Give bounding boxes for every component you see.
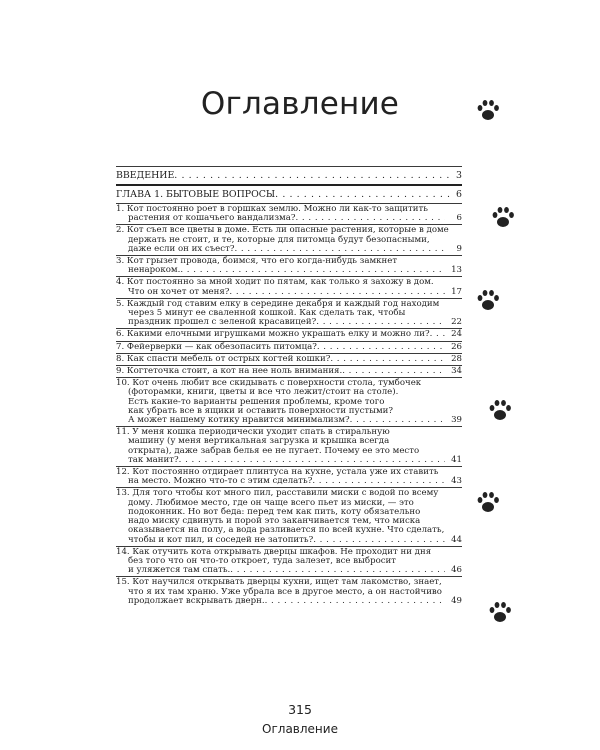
entry-text-line: А может нашему котику нравится минимализм?: [128, 415, 350, 426]
running-footer: Оглавление: [262, 722, 338, 736]
page-ref: 3: [456, 170, 462, 181]
entry-text-line: 1. Кот постоянно роет в горшках землю. Можно ли как-то защитить: [116, 204, 428, 214]
entry-text-line: 4. Кот постоянно за мной ходит по пятам, как только я захожу в дом.: [116, 277, 434, 288]
entry-text-line: даже если он их съест?: [128, 243, 235, 254]
entry-text-line: 9. Когтеточка стоит, а кот на нее ноль внимания.: [116, 366, 343, 377]
toc-entry[interactable]: [116, 488, 462, 545]
toc-entry[interactable]: [116, 256, 462, 276]
entry-text-line: подоконник. Но вот беда: перед тем как пить, коту обязательно: [128, 506, 421, 517]
toc-entry[interactable]: [116, 354, 462, 365]
page-ref: 44: [451, 534, 462, 545]
entry-text-line: ненароком.: [128, 265, 181, 276]
entry-text-line: оказывается на полу, а вода разливается по всей кухне. Что сделать,: [128, 525, 445, 536]
dot-leader: [313, 536, 445, 545]
paw-print-icon: [474, 288, 502, 314]
dot-leader: [330, 355, 445, 364]
toc-entry[interactable]: [116, 378, 462, 426]
page-ref: 46: [451, 565, 462, 576]
toc-entry[interactable]: [116, 225, 462, 255]
page-title: Оглавление: [200, 86, 400, 122]
toc-entry[interactable]: [116, 467, 462, 487]
entry-text-line: надо миску сдвинуть и порой это заканчивается тем, что миска: [128, 516, 421, 527]
page-number: 315: [288, 702, 312, 717]
page-ref: 24: [451, 329, 462, 340]
toc-section-chapter-1[interactable]: [116, 186, 462, 203]
page-ref: 49: [451, 595, 462, 606]
entry-text-line: праздник прошел с зеленой красавицей?: [128, 317, 317, 328]
page-ref: 9: [456, 243, 462, 254]
dot-leader: [234, 245, 445, 254]
entry-text-line: чтобы и кот пил, и соседей не затопить?: [128, 534, 314, 545]
entry-text-line: 8. Как спасти мебель от острых когтей кошки?: [116, 353, 331, 364]
entry-text-line: без того что он что-то откроет, туда залезет, все выбросит: [128, 555, 397, 566]
toc-entry[interactable]: [116, 342, 462, 353]
entry-text-line: 10. Кот очень любит все скидывать с поверхности стола, тумбочек: [116, 378, 422, 389]
page-ref: 26: [451, 341, 462, 352]
entry-text-line: (фоторамки, книги, цветы и все что лежит/стоит на столе).: [128, 387, 399, 398]
entry-text-line: 11. У меня кошка периодически уходит спать в стиральную: [116, 427, 390, 438]
entry-text-line: 15. Кот научился открывать дверцы кухни, ищет там лакомство, знает,: [116, 577, 442, 588]
dot-leader: [179, 456, 445, 465]
entry-text-line: что я их там храню. Уже убрала все в другое место, а он настойчиво: [128, 586, 442, 597]
entry-text-line: машину (у меня вертикальная загрузка и крышка всегда: [128, 436, 390, 447]
entry-text-line: 7. Фейерверки — как обезопасить питомца?: [116, 341, 317, 352]
paw-print-icon: [486, 600, 514, 626]
toc-entry[interactable]: [116, 299, 462, 329]
section-title: ГЛАВА 1. БЫТОВЫЕ ВОПРОСЫ: [116, 189, 276, 200]
entry-text-line: на место. Можно что-то с этим сделать?: [128, 476, 313, 487]
dot-leader: [174, 170, 453, 181]
dot-leader: [350, 416, 445, 425]
page-ref: 34: [451, 366, 462, 377]
dot-leader: [342, 367, 445, 376]
entry-text-line: растения от кошачьего вандализма?: [128, 213, 296, 224]
entry-text-line: так манит?: [128, 454, 179, 465]
toc-section-introduction[interactable]: [116, 167, 462, 184]
entry-text-line: 12. Кот постоянно отдирает плинтуса на кухне, устала уже их ставить: [116, 467, 439, 478]
dot-leader: [265, 597, 445, 606]
toc-entries: [116, 203, 462, 607]
entry-text-line: открыта), даже забрав белья ее не пугает. Почему ее это место: [128, 445, 420, 456]
entry-text-line: 13. Для того чтобы кот много пил, расставили миски с водой по всему: [116, 488, 439, 499]
toc-entry[interactable]: [116, 204, 462, 224]
toc-entry[interactable]: [116, 577, 462, 607]
page-ref: 13: [451, 265, 462, 276]
paw-print-icon: [474, 98, 502, 124]
dot-leader: [316, 318, 445, 327]
toc-entry[interactable]: [116, 547, 462, 577]
dot-leader: [180, 266, 445, 275]
paw-print-icon: [474, 490, 502, 516]
dot-leader: [430, 330, 445, 339]
entry-text-line: дому. Любимое место, где он чаще всего пьет из миски, — это: [128, 497, 414, 508]
table-of-contents: [116, 166, 462, 607]
dot-leader: [317, 343, 445, 352]
entry-text-line: 6. Какими елочными игрушками можно украшать елку и можно ли?: [116, 329, 430, 340]
toc-entry[interactable]: [116, 427, 462, 466]
entry-text-line: продолжает вскрывать дверн.: [128, 595, 265, 606]
page-ref: 28: [451, 353, 462, 364]
dot-leader: [312, 477, 445, 486]
page-ref: 43: [451, 476, 462, 487]
page-ref: 39: [451, 415, 462, 426]
entry-text-line: и уляжется там спать.: [128, 565, 231, 576]
dot-leader: [275, 189, 453, 200]
dot-leader: [295, 214, 445, 223]
page-ref: 22: [451, 317, 462, 328]
dot-leader: [229, 288, 445, 297]
entry-text-line: через 5 минут ее сваленной кошкой. Как сделать так, чтобы: [128, 308, 406, 319]
dot-leader: [230, 566, 445, 575]
toc-entry[interactable]: [116, 329, 462, 340]
page-ref: 6: [456, 213, 462, 224]
entry-text-line: 2. Кот съел все цветы в доме. Есть ли опасные растения, которые в доме: [116, 225, 449, 236]
paw-print-icon: [486, 398, 514, 424]
entry-text-line: Есть какие-то варианты решения проблемы, кроме того: [128, 396, 385, 407]
section-title: ВВЕДЕНИЕ: [116, 170, 175, 181]
page-ref: 6: [456, 189, 462, 200]
paw-print-icon: [489, 205, 517, 231]
entry-text-line: держать не стоит, и те, которые для питомца будут безопасными,: [128, 234, 430, 245]
page-ref: 41: [451, 454, 462, 465]
entry-text-line: как убрать все в ящики и оставить поверхности пустыми?: [128, 405, 393, 416]
toc-entry[interactable]: [116, 366, 462, 377]
entry-text-line: Что он хочет от меня?: [128, 286, 230, 297]
page-ref: 17: [451, 286, 462, 297]
entry-text-line: 5. Каждый год ставим елку в середине декабря и каждый год находим: [116, 298, 440, 309]
toc-entry[interactable]: [116, 277, 462, 297]
entry-text-line: 14. Как отучить кота открывать дверцы шкафов. Не проходит ни дня: [116, 546, 432, 557]
entry-text-line: 3. Кот грызет провода, боимся, что его когда-нибудь замкнет: [116, 256, 398, 267]
